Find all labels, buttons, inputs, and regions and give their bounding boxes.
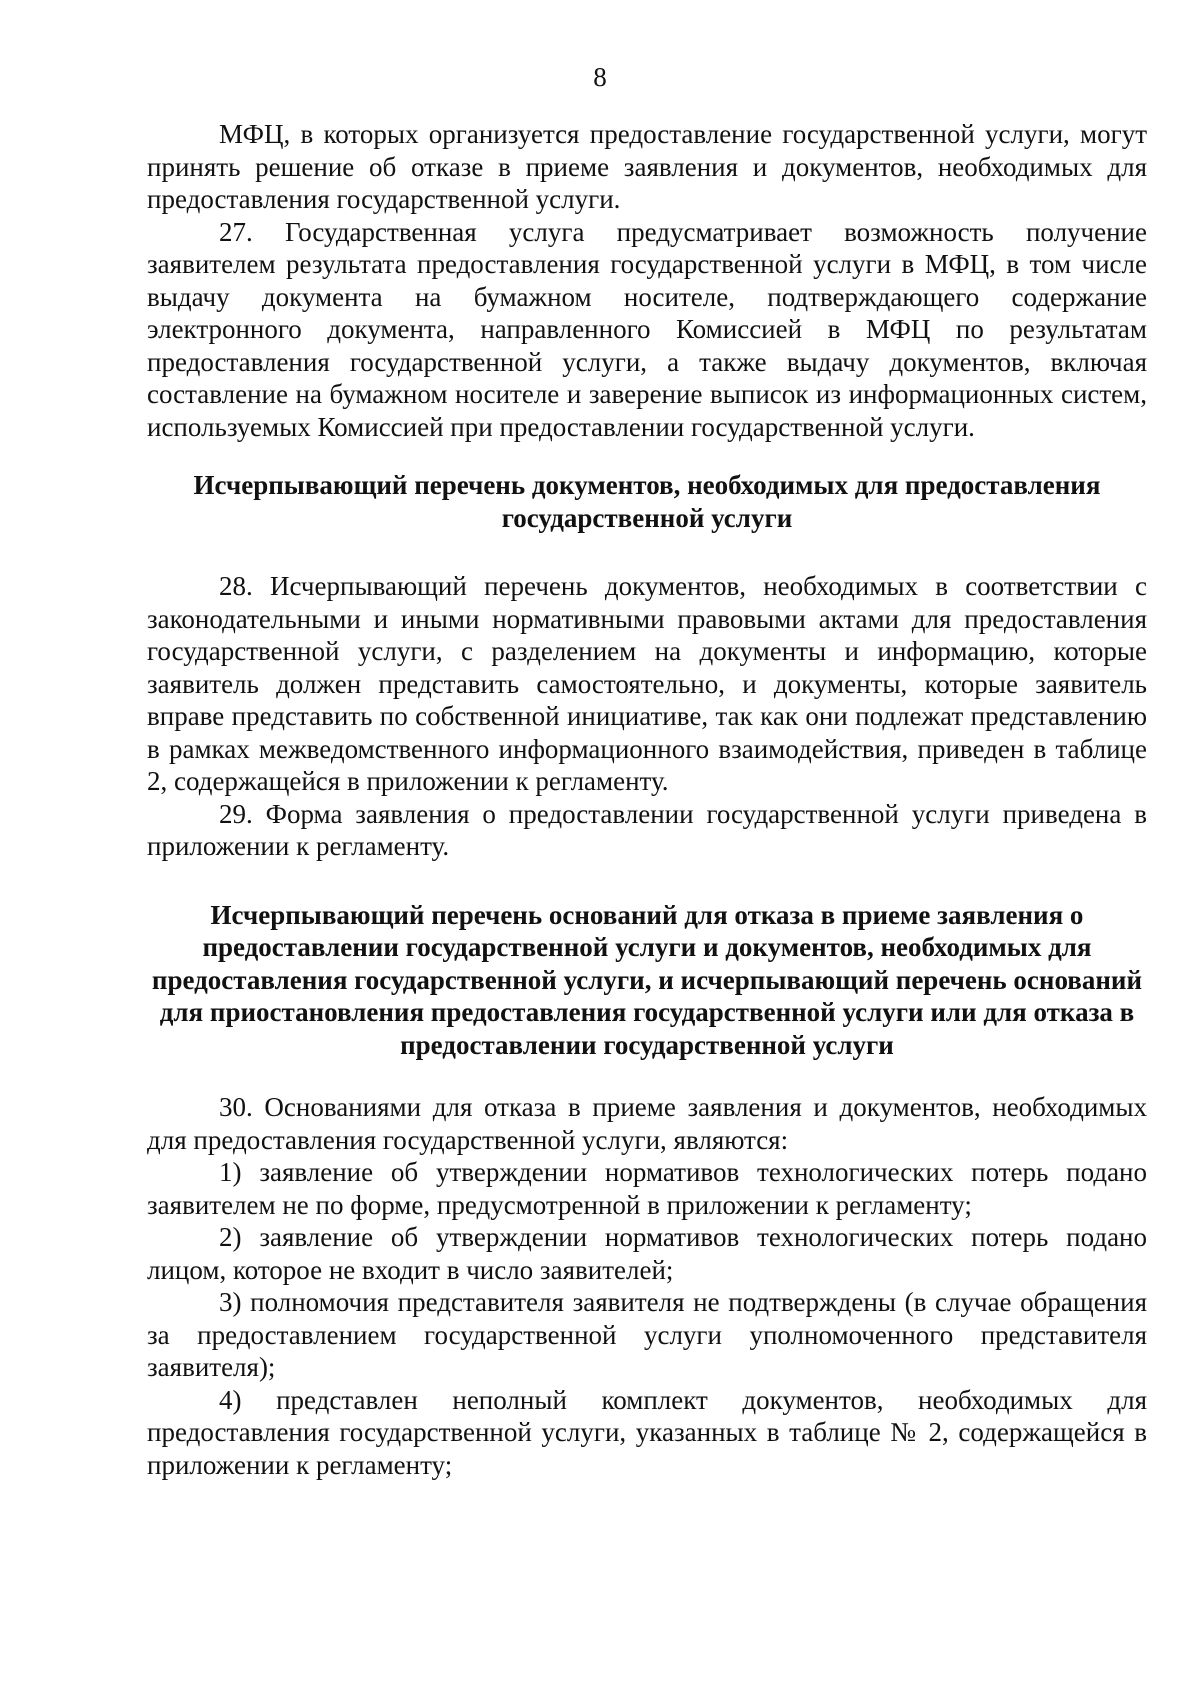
spacer [147,863,1147,899]
spacer [147,443,1147,469]
paragraph-29: 29. Форма заявления о предоставлении государственной услуги приведена в приложении к регламенту. [147,798,1147,861]
paragraph-intro: МФЦ, в которых организуется предоставление государственной услуги, могут принять решение об отказе в приеме заявления и документов, необходимых для предоставления государственной услуги. [147,119,1147,214]
paragraph-30: 30. Основаниями для отказа в приеме заявления и документов, необходимых для предоставления государственной услуги, являются: [147,1092,1147,1155]
page-content [147,118,1147,1481]
list-item-3: 3) полномочия представителя заявителя не подтверждены (в случае обращения за предоставлением государственной услуги уполномоченного представителя заявителя); [147,1287,1147,1382]
list-item-2: 2) заявление об утверждении нормативов технологических потерь подано лицом, которое не входит в число заявителей; [147,1222,1147,1285]
section-heading-refusal-grounds: Исчерпывающий перечень оснований для отказа в приеме заявления о предоставлении государственной услуги и документов, необходимых для предоставления государственной услуги, и исчерпывающий перечень оснований для приостановления предоставления государственной услуги или для отказа в предоставлении государственной услуги [151,899,1143,1060]
paragraph-27: 27. Государственная услуга предусматривает возможность получение заявителем результата предоставления государственной услуги в МФЦ, в том числе выдачу документа на бумажном носителе, подтверждающего содержание электронного документа, направленного Комиссией в МФЦ по результатам предоставления государственной услуги, а также выдачу документов, включая составление на бумажном носителе и заверение выписок из информационных систем, используемых Комиссией при предоставлении государственной услуги. [147,216,1147,442]
list-item-1: 1) заявление об утверждении нормативов технологических потерь подано заявителем не по форме, предусмотренной в приложении к регламенту; [147,1157,1147,1220]
section-heading-documents: Исчерпывающий перечень документов, необходимых для предоставления государственной услуги [193,470,1101,533]
page-number: 8 [593,62,607,92]
spacer [147,1061,1147,1091]
spacer [147,534,1147,570]
list-item-4: 4) представлен неполный комплект документов, необходимых для предоставления государственной услуги, указанных в таблице № 2, содержащейся в приложении к регламенту; [147,1384,1147,1480]
paragraph-28: 28. Исчерпывающий перечень документов, необходимых в соответствии с законодательными и иными нормативными правовыми актами для предоставления государственной услуги, с разделением на документы и информацию, которые заявитель должен представить самостоятельно, и документы, которые заявитель вправе представить по собственной инициативе, так как они подлежат представлению в рамках межведомственного информационного взаимодействия, приведен в таблице 2, содержащейся в приложении к регламенту. [147,571,1147,796]
